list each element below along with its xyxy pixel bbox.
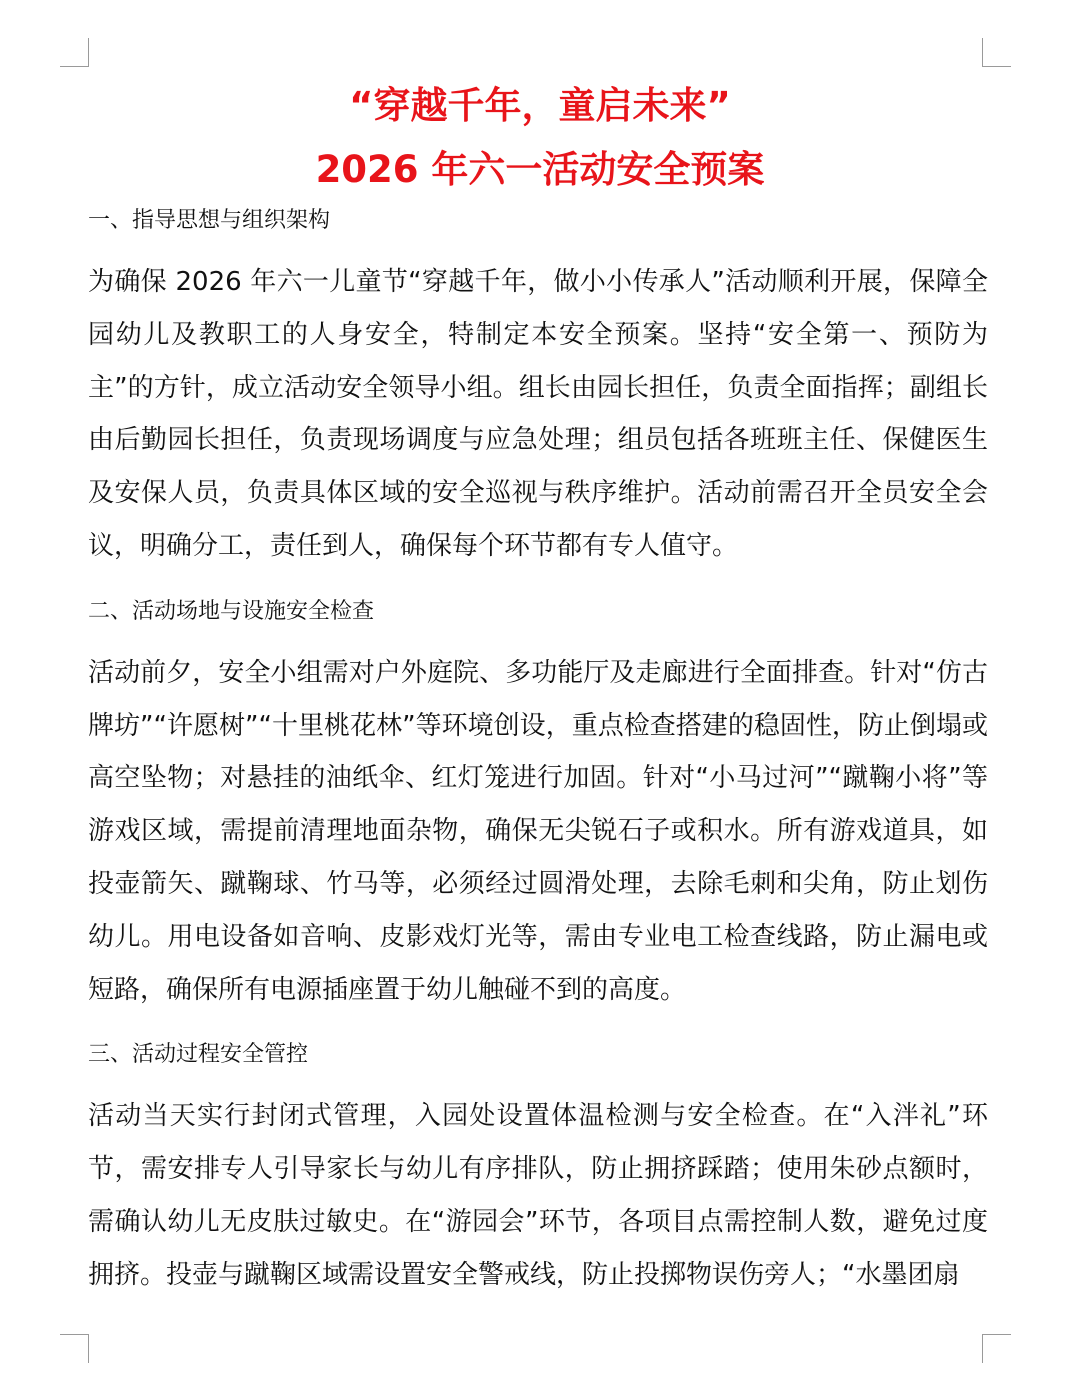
section-heading-process-control: 三、活动过程安全管控	[88, 1042, 309, 1068]
section-paragraph-process-control: 活动当天实行封闭式管理，入园处设置体温检测与安全检查。在“入泮礼”环节，需安排专人引导家长与幼儿有序排队，防止拥挤踩踏；使用朱砂点额时，需确认幼儿无皮肤过敏史。在“游园会”环节，各项目点需控制人数，避免过度拥挤。投壶与蹴鞠区域需设置安全警戒线，防止投掷物误伤旁人；“水墨团扇	[88, 1101, 988, 1290]
section-heading-guiding-ideology: 一、指导思想与组织架构	[88, 208, 331, 233]
section-paragraph-guiding-ideology: 为确保 2026 年六一儿童节“穿越千年，做小小传承人”活动顺利开展，保障全园幼儿及教职工的人身安全，特制定本安全预案。坚持“安全第一、预防为主”的方针，成立活动安全领导小组。组长由园长担任，负责全面指挥；副组长由后勤园长担任，负责现场调度与应急处理；组员包括各班班主任、保健医生及安保人员，负责具体区域的安全巡视与秩序维护。活动前需召开全员安全会议，明确分工，责任到人，确保每个环节都有专人值守。	[88, 267, 988, 561]
page-corner-mark-top-left	[60, 38, 89, 67]
page-corner-mark-top-right	[982, 38, 1011, 67]
document-body	[88, 204, 988, 1302]
page-corner-mark-bottom-left	[60, 1334, 89, 1363]
page-corner-mark-bottom-right	[982, 1334, 1011, 1363]
document-title-line-2: 2026 年六一活动安全预案	[315, 148, 765, 191]
section-paragraph-venue-inspection: 活动前夕，安全小组需对户外庭院、多功能厅及走廊进行全面排查。针对“仿古牌坊”“许愿树”“十里桃花林”等环境创设，重点检查搭建的稳固性，防止倒塌或高空坠物；对悬挂的油纸伞、红灯笼进行加固。针对“小马过河”“蹴鞠小将”等游戏区域，需提前清理地面杂物，确保无尖锐石子或积水。所有游戏道具，如投壶箭矢、蹴鞠球、竹马等，必须经过圆滑处理，去除毛刺和尖角，防止划伤幼儿。用电设备如音响、皮影戏灯光等，需由专业电工检查线路，防止漏电或短路，确保所有电源插座置于幼儿触碰不到的高度。	[88, 657, 988, 1005]
section-heading-venue-inspection: 二、活动场地与设施安全检查	[88, 598, 375, 624]
document-title-line-1: “穿越千年，童启未来”	[349, 84, 731, 127]
